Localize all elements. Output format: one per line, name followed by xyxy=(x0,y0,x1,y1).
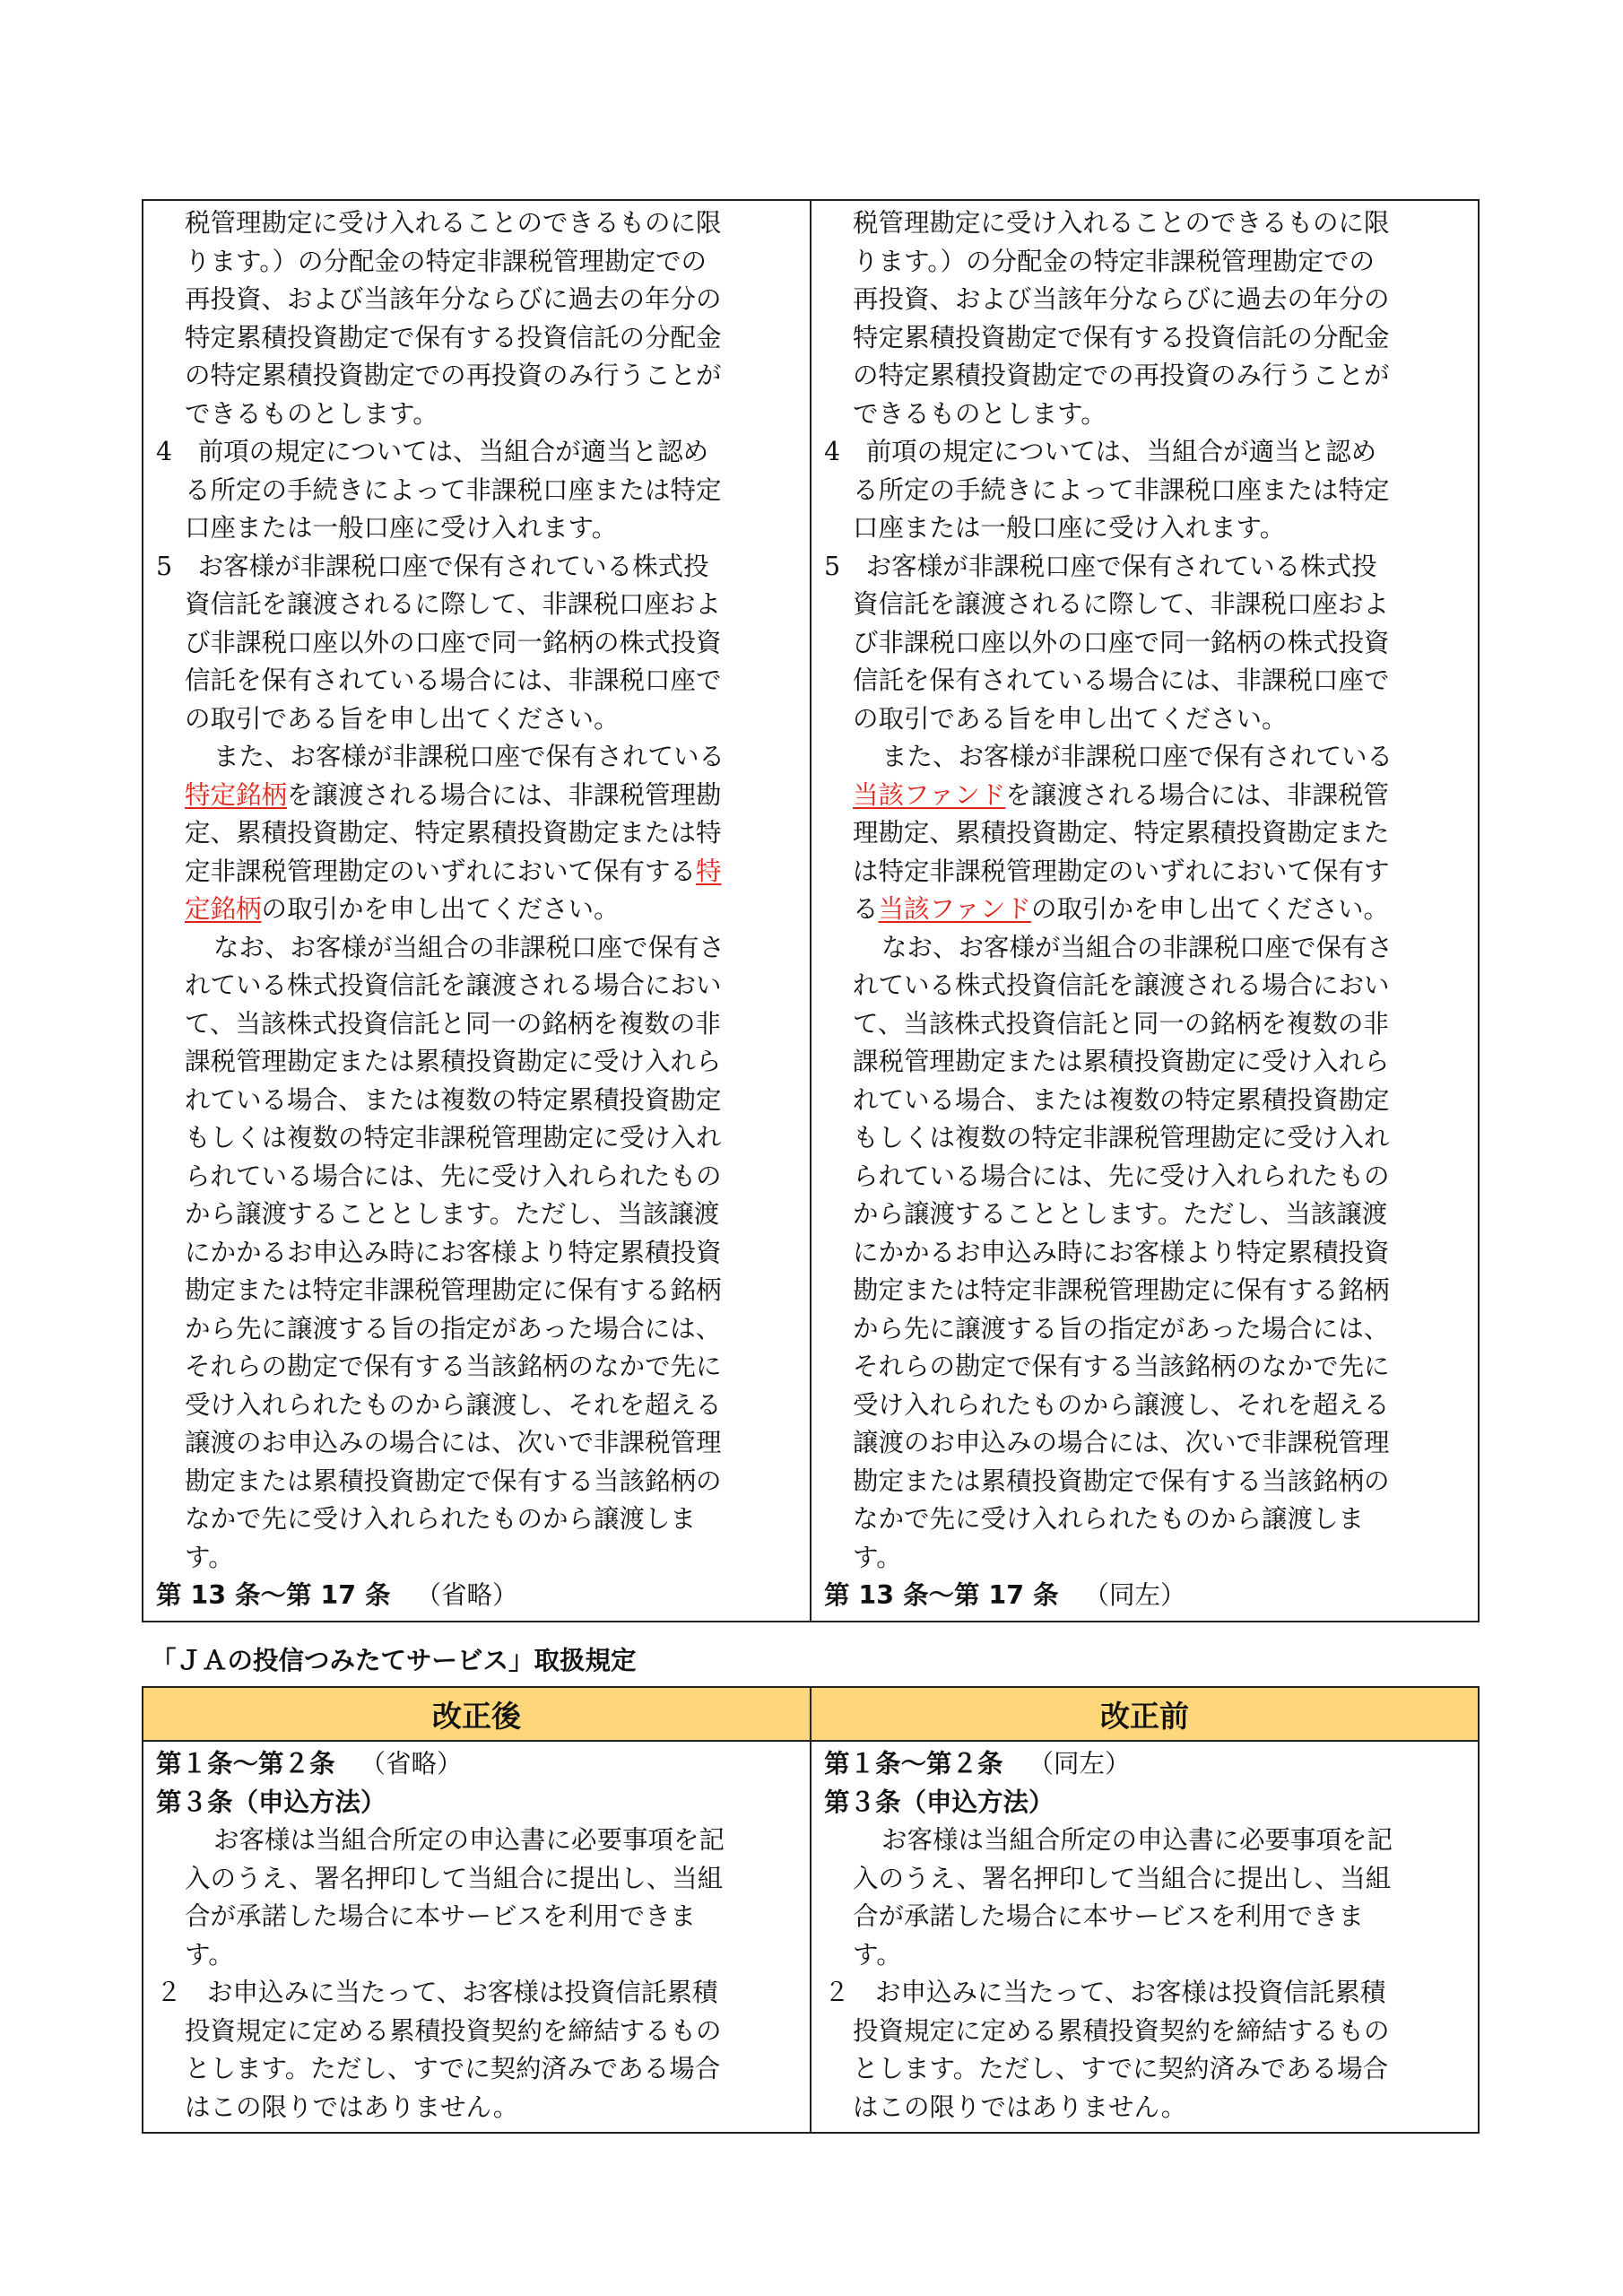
text-line: 再投資、および当該年分ならびに過去の年分の xyxy=(185,284,722,314)
column-before xyxy=(811,1741,1479,2133)
note-line: にかかるお申込み時にお客様より特定累積投資 xyxy=(185,1237,722,1267)
text-line: ります。）の分配金の特定非課税管理勘定での xyxy=(185,246,707,276)
article-13-17: 第 13 条～第 17 条 （同左） xyxy=(824,1580,1186,1610)
highlight-term: 特定銘柄 xyxy=(185,779,288,810)
body-line: お客様は当組合所定の申込書に必要事項を記 xyxy=(881,1825,1393,1855)
item-2-line: 投資規定に定める累積投資契約を締結するもの xyxy=(185,2015,722,2046)
item-4-line: 口座または一般口座に受け入れます。 xyxy=(185,513,618,543)
body-line: 入のうえ、署名押印して当組合に提出し、当組 xyxy=(185,1863,724,1893)
text-line: 税管理勘定に受け入れることのできるものに限 xyxy=(185,208,722,238)
text-line: 再投資、および当該年分ならびに過去の年分の xyxy=(853,284,1390,314)
column-before xyxy=(811,200,1479,1622)
note-line: れている株式投資信託を譲渡される場合におい xyxy=(853,970,1390,1000)
note-line: 勘定または特定非課税管理勘定に保有する銘柄 xyxy=(185,1275,722,1305)
also-line: は特定非課税管理勘定のいずれにおいて保有す xyxy=(853,856,1390,886)
also-line: 理勘定、累積投資勘定、特定累積投資勘定また xyxy=(853,818,1390,848)
also-line: 定、累積投資勘定、特定累積投資勘定または特 xyxy=(185,818,722,848)
also-line: 特定銘柄を譲渡される場合には、非課税管理勘 xyxy=(185,779,722,810)
note-line: なお、お客様が当組合の非課税口座で保有さ xyxy=(213,932,725,962)
also-line: また、お客様が非課税口座で保有されている xyxy=(881,742,1393,771)
article-3-title: 第３条（申込方法） xyxy=(156,1787,386,1817)
body-line: す。 xyxy=(185,1939,234,1970)
note-line: から先に譲渡する旨の指定があった場合には、 xyxy=(853,1313,1390,1344)
note-line: 勘定または特定非課税管理勘定に保有する銘柄 xyxy=(853,1275,1390,1305)
highlight-term: 当該ファンド xyxy=(853,779,1006,810)
comparison-table-service-rules xyxy=(142,1686,1480,2134)
item-5-line: 信託を保有されている場合には、非課税口座で xyxy=(185,665,722,695)
comparison-table-continued xyxy=(142,199,1480,1622)
note-line: もしくは複数の特定非課税管理勘定に受け入れ xyxy=(853,1123,1390,1152)
note-line: なお、お客様が当組合の非課税口座で保有さ xyxy=(881,932,1393,962)
note-line: 課税管理勘定または累積投資勘定に受け入れら xyxy=(853,1047,1390,1076)
item-4-line: 4 前項の規定については、当組合が適当と認め xyxy=(824,437,1377,466)
note-line: から先に譲渡する旨の指定があった場合には、 xyxy=(185,1313,722,1344)
body-line: 合が承諾した場合に本サービスを利用できま xyxy=(185,1901,697,1931)
item-5-line: 資信託を譲渡されるに際して、非課税口座およ xyxy=(185,589,721,619)
item-5-line: 資信託を譲渡されるに際して、非課税口座およ xyxy=(853,589,1389,619)
also-line: また、お客様が非課税口座で保有されている xyxy=(213,742,725,771)
column-after xyxy=(143,1741,811,2133)
note-line: す。 xyxy=(853,1542,902,1572)
also-line: る当該ファンドの取引かを申し出てください。 xyxy=(853,894,1389,924)
body-line: お客様は当組合所定の申込書に必要事項を記 xyxy=(213,1825,725,1855)
item-2-line: ２ お申込みに当たって、お客様は投資信託累積 xyxy=(824,1978,1386,2007)
text-line: 特定累積投資勘定で保有する投資信託の分配金 xyxy=(185,322,722,352)
item-4-line: る所定の手続きによって非課税口座または特定 xyxy=(185,474,722,505)
item-2-line: はこの限りではありません。 xyxy=(853,2092,1187,2122)
note-line: れている株式投資信託を譲渡される場合におい xyxy=(185,970,722,1000)
item-5-line: び非課税口座以外の口座で同一銘柄の株式投資 xyxy=(853,627,1390,657)
note-line: それらの勘定で保有する当該銘柄のなかで先に xyxy=(853,1352,1390,1381)
article-13-17: 第 13 条～第 17 条 （省略） xyxy=(156,1580,518,1610)
item-2-line: はこの限りではありません。 xyxy=(185,2092,519,2122)
note-line: 受け入れられたものから譲渡し、それを超える xyxy=(185,1389,722,1420)
note-line: 勘定または累積投資勘定で保有する当該銘柄の xyxy=(853,1465,1390,1496)
note-line: もしくは複数の特定非課税管理勘定に受け入れ xyxy=(185,1123,722,1152)
body-line: 入のうえ、署名押印して当組合に提出し、当組 xyxy=(853,1863,1392,1893)
item-5-line: 5 お客様が非課税口座で保有されている株式投 xyxy=(156,551,709,581)
note-line: れている場合、または複数の特定累積投資勘定 xyxy=(853,1084,1390,1115)
note-line: す。 xyxy=(185,1542,234,1572)
item-5-line: び非課税口座以外の口座で同一銘柄の株式投資 xyxy=(185,627,722,657)
article-1-2: 第１条～第２条 （同左） xyxy=(824,1749,1131,1779)
body-line: 合が承諾した場合に本サービスを利用できま xyxy=(853,1901,1365,1931)
text-line: できるものとします。 xyxy=(185,398,438,429)
column-after xyxy=(143,200,811,1622)
highlight-term: 定銘柄 xyxy=(185,894,262,924)
also-line: 当該ファンドを譲渡される場合には、非課税管 xyxy=(853,779,1389,810)
also-line: 定非課税管理勘定のいずれにおいて保有する特 xyxy=(185,856,722,886)
note-line: なかで先に受け入れられたものから譲渡しま xyxy=(185,1504,697,1534)
item-4-line: 口座または一般口座に受け入れます。 xyxy=(853,513,1286,543)
highlight-term: 当該ファンド xyxy=(878,894,1031,924)
item-5-line: 信託を保有されている場合には、非課税口座で xyxy=(853,665,1390,695)
note-line: れている場合、または複数の特定累積投資勘定 xyxy=(185,1084,722,1115)
note-line: それらの勘定で保有する当該銘柄のなかで先に xyxy=(185,1352,722,1381)
note-line: 譲渡のお申込みの場合には、次いで非課税管理 xyxy=(185,1428,722,1457)
note-line: 譲渡のお申込みの場合には、次いで非課税管理 xyxy=(853,1428,1390,1457)
note-line: から譲渡することとします。ただし、当該譲渡 xyxy=(185,1199,720,1229)
section-title: 「ＪＡの投信つみたてサービス」取扱規定 xyxy=(151,1646,637,1675)
body-line: す。 xyxy=(853,1939,902,1970)
note-line: られている場合には、先に受け入れられたもの xyxy=(853,1161,1390,1191)
header-after: 改正後 xyxy=(143,1687,811,1741)
item-2-line: とします。ただし、すでに契約済みである場合 xyxy=(185,2054,721,2083)
note-line: られている場合には、先に受け入れられたもの xyxy=(185,1161,722,1191)
item-2-line: ２ お申込みに当たって、お客様は投資信託累積 xyxy=(156,1978,718,2007)
item-4-line: 4 前項の規定については、当組合が適当と認め xyxy=(156,437,709,466)
note-line: 課税管理勘定または累積投資勘定に受け入れら xyxy=(185,1047,722,1076)
item-5-line: 5 お客様が非課税口座で保有されている株式投 xyxy=(824,551,1377,581)
note-line: 受け入れられたものから譲渡し、それを超える xyxy=(853,1389,1390,1420)
note-line: 勘定または累積投資勘定で保有する当該銘柄の xyxy=(185,1465,722,1496)
note-line: て、当該株式投資信託と同一の銘柄を複数の非 xyxy=(853,1008,1389,1039)
text-line: の特定累積投資勘定での再投資のみ行うことが xyxy=(185,361,722,390)
item-5-line: の取引である旨を申し出てください。 xyxy=(185,703,620,734)
item-4-line: る所定の手続きによって非課税口座または特定 xyxy=(853,474,1390,505)
note-line: なかで先に受け入れられたものから譲渡しま xyxy=(853,1504,1365,1534)
highlight-term: 特 xyxy=(696,856,722,886)
text-line: ります。）の分配金の特定非課税管理勘定での xyxy=(853,246,1375,276)
article-1-2: 第１条～第２条 （省略） xyxy=(156,1749,463,1779)
text-line: 税管理勘定に受け入れることのできるものに限 xyxy=(853,208,1390,238)
text-line: できるものとします。 xyxy=(853,398,1107,429)
item-2-line: 投資規定に定める累積投資契約を締結するもの xyxy=(853,2015,1390,2046)
text-line: 特定累積投資勘定で保有する投資信託の分配金 xyxy=(853,322,1390,352)
note-line: から譲渡することとします。ただし、当該譲渡 xyxy=(853,1199,1388,1229)
header-before: 改正前 xyxy=(811,1687,1479,1741)
article-3-title: 第３条（申込方法） xyxy=(824,1787,1055,1817)
item-5-line: の取引である旨を申し出てください。 xyxy=(853,703,1288,734)
note-line: て、当該株式投資信託と同一の銘柄を複数の非 xyxy=(185,1008,721,1039)
text-line: の特定累積投資勘定での再投資のみ行うことが xyxy=(853,361,1390,390)
note-line: にかかるお申込み時にお客様より特定累積投資 xyxy=(853,1237,1390,1267)
item-2-line: とします。ただし、すでに契約済みである場合 xyxy=(853,2054,1389,2083)
also-line: 定銘柄の取引かを申し出てください。 xyxy=(185,894,620,924)
